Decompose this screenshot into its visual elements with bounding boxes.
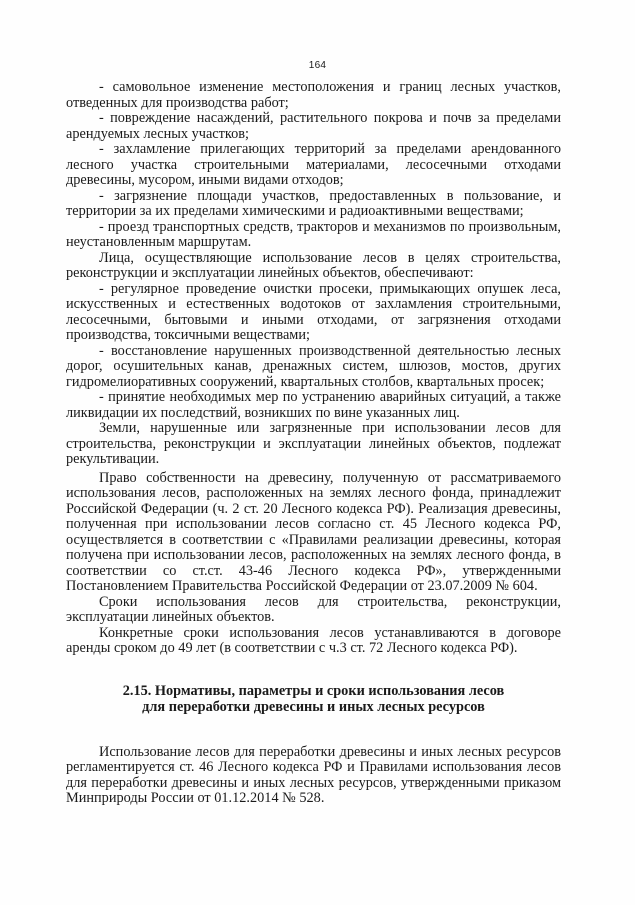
paragraph: - загрязнение площади участков, предоставленных в пользование, и территории за их пределами химическими и радиоактивными веществами; [66,187,561,219]
section-title-line-1: 2.15. Нормативы, параметры и сроки использования лесов [122,682,505,699]
document-body [66,80,561,807]
paragraph: - регулярное проведение очистки просеки, примыкающих опушек леса, искусственных и естественных водотоков от захламления строительными, лесосечными, бытовыми и иными отходами, от загрязнения отходами производства, токсичными веществами; [66,280,561,343]
paragraph: Право собственности на древесину, полученную от рассматриваемого использования лесов, расположенных на землях лесного фонда, принадлежит Российской Федерации (ч. 2 ст. 20 Лесного кодекса РФ). Реализация древесины, полученная при использовании лесов согласно ст. 45 Лесного кодекса РФ, осуществляется в соответствии с «Правилами реализации древесины, которая получена при использовании лесов, расположенных на землях лесного фонда, в соответствии со ст.ст. 43-46 Лесного кодекса РФ», утвержденными Постановлением Правительства Российской Федерации от 23.07.2009 № 604. [66,469,561,594]
paragraph: - принятие необходимых мер по устранению аварийных ситуаций, а также ликвидации их последствий, возникших по вине указанных лиц. [66,389,561,421]
paragraph: - захламление прилегающих территорий за пределами арендованного лесного участка строительными материалами, лесосечными отходами древесины, мусором, иными видами отходов; [66,141,561,188]
paragraph: Земли, нарушенные или загрязненные при использовании лесов для строительства, реконструкции и эксплуатации линейных объектов, подлежат рекультивации. [66,420,561,467]
section-title-line-2: для переработки древесины и иных лесных ресурсов [142,698,485,715]
paragraph: Конкретные сроки использования лесов устанавливаются в договоре аренды сроком до 49 лет (в соответствии с ч.3 ст. 72 Лесного кодекса РФ). [66,624,561,656]
paragraph: Сроки использования лесов для строительства, реконструкции, эксплуатации линейных объектов. [66,593,561,625]
paragraph: - повреждение насаждений, растительного покрова и почв за пределами арендуемых лесных участков; [66,110,561,142]
paragraph: Использование лесов для переработки древесины и иных лесных ресурсов регламентируется ст. 46 Лесного кодекса РФ и Правилами использования лесов для переработки древесины и иных лесных ресурсов, утвержденными приказом Минприроды России от 01.12.2014 № 528. [66,743,561,806]
section-gap [66,657,561,683]
paragraph: Лица, осуществляющие использование лесов в целях строительства, реконструкции и эксплуатации линейных объектов, обеспечивают: [66,249,561,281]
paragraph: - восстановление нарушенных производственной деятельностью лесных дорог, осушительных канав, дренажных систем, шлюзов, мостов, других гидромелиоративных сооружений, квартальных столбов, квартальных просек; [66,342,561,390]
paragraph: - проезд транспортных средств, тракторов и механизмов по произвольным, неустановленным маршрутам. [66,218,561,250]
section-gap [66,715,561,745]
page-number: 164 [308,60,327,71]
paragraph: - самовольное изменение местоположения и границ лесных участков, отведенных для производства работ; [66,79,561,111]
